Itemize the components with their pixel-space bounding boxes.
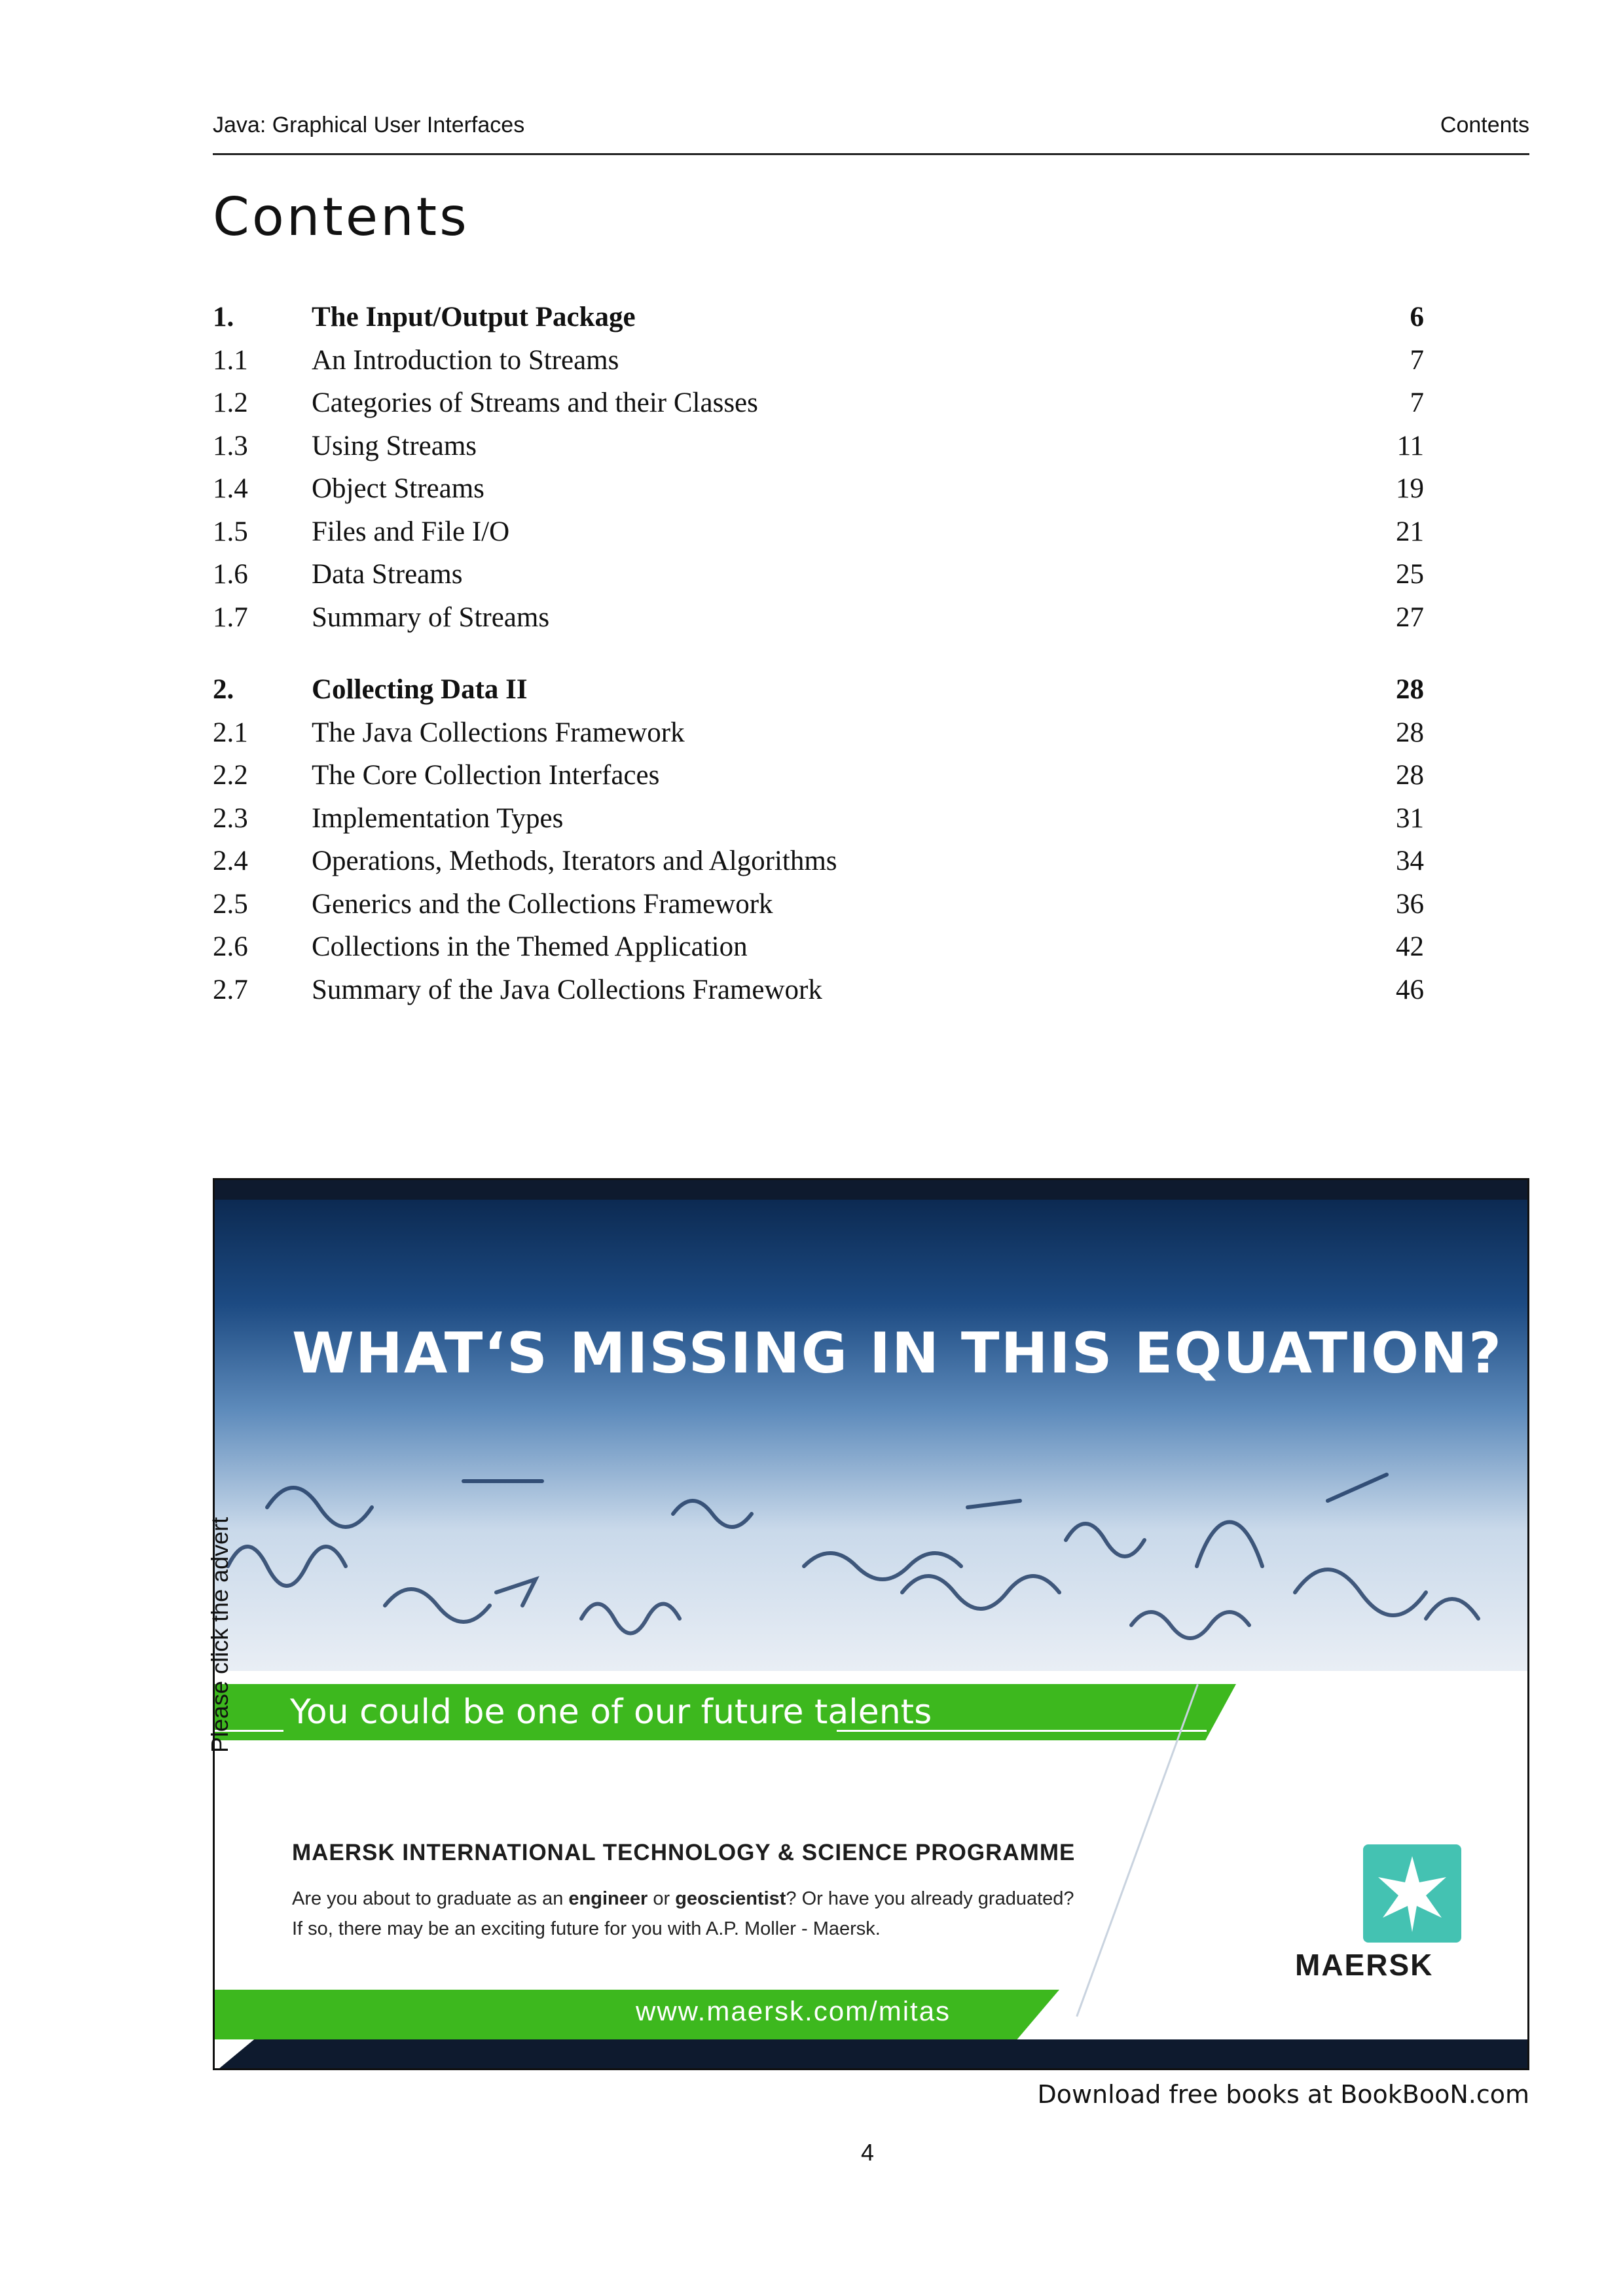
body-geoscientist: geoscientist	[675, 1888, 786, 1909]
toc-entry[interactable]	[213, 925, 1424, 969]
toc-number: 1.2	[213, 387, 248, 418]
toc-entry[interactable]	[213, 754, 1424, 797]
toc-title: Data Streams	[312, 559, 463, 590]
star-icon	[1363, 1844, 1461, 1943]
toc-entry[interactable]	[213, 339, 1424, 382]
maersk-brand: MAERSK	[1295, 1948, 1434, 1982]
toc-entry[interactable]	[213, 711, 1424, 755]
toc-chapter-1[interactable]	[213, 296, 1424, 339]
toc-page: 27	[1396, 601, 1424, 633]
toc-title: Operations, Methods, Iterators and Algorithms	[312, 846, 837, 876]
toc-number: 1.6	[213, 559, 248, 590]
toc-title: The Java Collections Framework	[312, 717, 685, 748]
toc-title: Categories of Streams and their Classes	[312, 387, 758, 418]
page-header	[213, 113, 1529, 155]
toc-entry[interactable]	[213, 969, 1424, 1012]
toc-title: Collections in the Themed Application	[312, 931, 748, 962]
toc-entry[interactable]	[213, 425, 1424, 468]
book-title: Java: Graphical User Interfaces	[213, 113, 525, 137]
toc-title: Generics and the Collections Framework	[312, 888, 773, 920]
toc-number: 1.5	[213, 516, 248, 547]
body-prefix: Are you about to graduate as an	[292, 1888, 569, 1909]
toc-title: Summary of Streams	[312, 601, 550, 633]
toc-entry[interactable]	[213, 382, 1424, 425]
advert-headline: WHAT‘S MISSING IN THIS EQUATION?	[292, 1321, 1503, 1386]
toc-entry[interactable]	[213, 840, 1424, 883]
toc-page: 46	[1396, 974, 1424, 1005]
toc-number: 1.3	[213, 430, 248, 461]
math-scribble-illustration	[215, 1200, 1527, 1671]
toc-page: 7	[1410, 387, 1424, 418]
advert-body-line-1	[292, 1884, 1074, 1914]
please-click-advert-note: Please click the advert	[206, 1516, 233, 1753]
toc-title: An Introduction to Streams	[312, 344, 619, 376]
toc-page: 21	[1396, 516, 1424, 547]
toc-entry[interactable]	[213, 596, 1424, 639]
toc-title: Files and File I/O	[312, 516, 510, 547]
advert-body-text	[292, 1884, 1074, 1944]
toc-number: 2.	[213, 674, 234, 705]
toc-title: Using Streams	[312, 430, 477, 461]
toc-number: 1.4	[213, 473, 248, 504]
toc-title: Implementation Types	[312, 802, 564, 834]
advert-bottom-bar	[215, 2039, 1527, 2070]
advert-tagline: You could be one of our future talents	[290, 1693, 932, 1732]
toc-page: 36	[1396, 888, 1424, 920]
advert-top-bar	[215, 1180, 1527, 1200]
toc-page: 6	[1410, 302, 1424, 332]
toc-title: Object Streams	[312, 473, 484, 504]
toc-number: 1.	[213, 302, 234, 332]
toc-page: 7	[1410, 344, 1424, 376]
body-or: or	[647, 1888, 676, 1909]
toc-number: 2.6	[213, 931, 248, 962]
toc-title: The Input/Output Package	[312, 302, 636, 332]
page-title: Contents	[213, 187, 469, 247]
table-of-contents	[213, 296, 1424, 1011]
toc-entry[interactable]	[213, 797, 1424, 840]
maersk-star-icon	[1363, 1844, 1461, 1943]
body-suffix: ? Or have you already graduated?	[786, 1888, 1074, 1909]
toc-number: 1.1	[213, 344, 248, 376]
toc-page: 31	[1396, 802, 1424, 834]
toc-title: Summary of the Java Collections Framework	[312, 974, 822, 1005]
toc-number: 2.3	[213, 802, 248, 834]
advert-body-line-2: If so, there may be an exciting future for you with A.P. Moller - Maersk.	[292, 1918, 881, 1939]
toc-page: 34	[1396, 846, 1424, 876]
toc-number: 2.4	[213, 846, 248, 876]
header-section: Contents	[1440, 113, 1529, 137]
body-engineer: engineer	[568, 1888, 648, 1909]
toc-entry[interactable]	[213, 553, 1424, 596]
toc-page: 19	[1396, 473, 1424, 504]
advert-hero-image	[215, 1200, 1527, 1671]
toc-page: 11	[1396, 430, 1424, 461]
toc-page: 28	[1396, 760, 1424, 791]
toc-number: 2.1	[213, 717, 248, 748]
toc-entry[interactable]	[213, 883, 1424, 926]
toc-page: 28	[1396, 717, 1424, 748]
toc-page: 25	[1396, 559, 1424, 590]
toc-entry[interactable]	[213, 511, 1424, 554]
toc-title: Collecting Data II	[312, 674, 528, 705]
toc-number: 2.2	[213, 760, 248, 791]
toc-chapter-2[interactable]	[213, 668, 1424, 711]
toc-spacer	[213, 639, 1424, 668]
advert-url-link[interactable]: www.maersk.com/mitas	[636, 1996, 951, 2026]
maersk-advert[interactable]	[213, 1178, 1529, 2070]
toc-entry[interactable]	[213, 467, 1424, 511]
download-link[interactable]: Download free books at BookBooN.com	[1037, 2080, 1529, 2109]
toc-number: 2.7	[213, 974, 248, 1005]
toc-number: 1.7	[213, 601, 248, 633]
toc-page: 42	[1396, 931, 1424, 962]
toc-title: The Core Collection Interfaces	[312, 760, 660, 791]
page-number: 4	[861, 2139, 875, 2166]
toc-number: 2.5	[213, 888, 248, 920]
toc-page: 28	[1396, 674, 1424, 705]
advert-programme-title: MAERSK INTERNATIONAL TECHNOLOGY & SCIENCE PROGRAMME	[292, 1840, 1076, 1865]
